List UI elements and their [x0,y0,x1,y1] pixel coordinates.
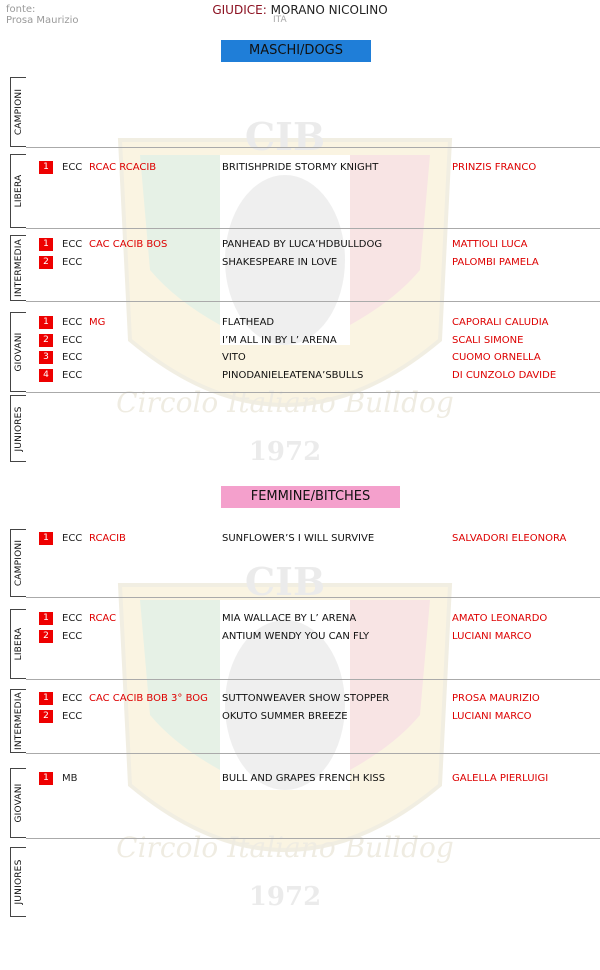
place-badge: 3 [39,351,53,364]
judge-label: GIUDICE: [212,3,267,17]
class-section [10,609,600,679]
class-tab [10,154,26,228]
class-section [10,847,600,917]
watermark-initials: CIB [244,559,326,604]
qualifier: MB [62,773,78,784]
dog-name: MIA WALLACE BY L’ ARENA [222,613,357,624]
source-name: Prosa Maurizio [6,15,79,26]
watermark-text: Circolo Italiano Bulldog [116,386,454,419]
watermark-text: Circolo Italiano Bulldog [116,831,454,864]
result-row [38,710,600,728]
place-badge: 1 [39,612,53,625]
owner-name: DI CUNZOLO DAVIDE [452,369,557,381]
dog-name: BRITISHPRIDE STORMY KNIGHT [222,162,379,173]
class-name: GIOVANI [13,783,24,823]
result-row [38,316,600,334]
result-row [38,351,600,369]
place-badge: 1 [39,532,53,545]
owner-name: CAPORALI CALUDIA [452,317,549,328]
place-badge: 4 [39,369,53,382]
qualifier: ECC [62,239,83,250]
owner-name: SCALI SIMONE [452,334,524,346]
class-tab [10,768,26,838]
class-name: GIOVANI [13,332,24,372]
class-tab [10,395,26,462]
dog-name: PANHEAD BY LUCA’HDBULLDOG [222,239,383,250]
class-divider [26,147,600,148]
award: RCACIB [89,533,126,544]
qualifier: ECC [62,533,83,544]
result-row [38,772,600,790]
dog-name: BULL AND GRAPES FRENCH KISS [222,773,386,784]
class-section [10,768,600,838]
qualifier: ECC [62,162,83,173]
qualifier: ECC [62,630,83,642]
dog-name: PINODANIELEATENA’SBULLS [222,369,364,381]
place-badge: 1 [39,316,53,329]
class-divider [26,597,600,598]
place-badge: 1 [39,692,53,705]
award: RCAC [89,613,117,624]
class-section [10,312,600,392]
class-name: JUNIORES [13,859,24,905]
qualifier: ECC [62,613,83,624]
qualifier: ECC [62,317,83,328]
qualifier: ECC [62,710,83,722]
class-section [10,235,600,301]
class-tab [10,847,26,917]
qualifier: ECC [62,693,83,704]
result-row [38,692,600,710]
place-badge: 1 [39,161,53,174]
result-row [38,256,600,274]
class-tab [10,609,26,679]
owner-name: SALVADORI ELEONORA [452,533,567,544]
result-row [38,161,600,179]
place-badge: 1 [39,772,53,785]
dog-name: OKUTO SUMMER BREEZE [222,710,348,722]
class-name: CAMPIONI [13,539,24,587]
owner-name: PROSA MAURIZIO [452,693,540,704]
dog-name: VITO [222,352,246,363]
class-name: INTERMEDIA [13,238,24,298]
females-banner: FEMMINE/BITCHES [221,486,400,508]
class-divider [26,679,600,680]
place-badge: 2 [39,256,53,269]
owner-name: LUCIANI MARCO [452,710,532,722]
watermark-initials: CIB [244,114,326,159]
class-section [10,529,600,597]
class-tab [10,529,26,597]
class-name: JUNIORES [13,406,24,451]
class-name: LIBERA [13,174,24,208]
award: CAC CACIB BOB 3° BOG [89,693,208,704]
qualifier: ECC [62,369,83,381]
class-tab [10,312,26,392]
owner-name: PRINZIS FRANCO [452,162,537,173]
class-section [10,689,600,753]
class-tab [10,235,26,301]
class-divider [26,301,600,302]
class-section [10,395,600,462]
result-row [38,630,600,648]
result-row [38,532,600,550]
class-section [10,77,600,147]
result-row [38,369,600,387]
class-divider [26,753,600,754]
judge-country: ITA [273,15,287,25]
class-name: CAMPIONI [13,88,24,136]
dog-name: SUNFLOWER’S I WILL SURVIVE [222,533,375,544]
qualifier: ECC [62,256,83,268]
males-banner: MASCHI/DOGS [221,40,371,62]
result-row [38,612,600,630]
qualifier: ECC [62,334,83,346]
owner-name: MATTIOLI LUCA [452,239,528,250]
award: CAC CACIB BOS [89,239,168,250]
place-badge: 2 [39,334,53,347]
class-divider [26,838,600,839]
source-label: fonte: [6,4,36,15]
result-row [38,238,600,256]
owner-name: AMATO LEONARDO [452,613,548,624]
judge-name: MORANO NICOLINO [270,3,388,17]
owner-name: CUOMO ORNELLA [452,352,541,363]
place-badge: 2 [39,710,53,723]
place-badge: 2 [39,630,53,643]
judge-line [0,3,600,17]
class-divider [26,392,600,393]
result-row [38,334,600,352]
class-name: LIBERA [13,627,24,661]
award: RCAC RCACIB [89,162,157,173]
watermark-year: 1972 [248,437,322,467]
dog-name: SHAKESPEARE IN LOVE [222,256,338,268]
class-tab [10,77,26,147]
owner-name: GALELLA PIERLUIGI [452,773,549,784]
class-section [10,154,600,228]
class-name: INTERMEDIA [13,691,24,751]
dog-name: FLATHEAD [222,317,275,328]
owner-name: PALOMBI PAMELA [452,256,539,268]
dog-name: SUTTONWEAVER SHOW STOPPER [222,693,390,704]
owner-name: LUCIANI MARCO [452,630,532,642]
dog-name: I’M ALL IN BY L’ ARENA [222,334,337,346]
award: MG [89,317,106,328]
qualifier: ECC [62,352,83,363]
class-tab [10,689,26,753]
watermark-year: 1972 [248,882,322,912]
place-badge: 1 [39,238,53,251]
dog-name: ANTIUM WENDY YOU CAN FLY [222,630,370,642]
class-divider [26,228,600,229]
